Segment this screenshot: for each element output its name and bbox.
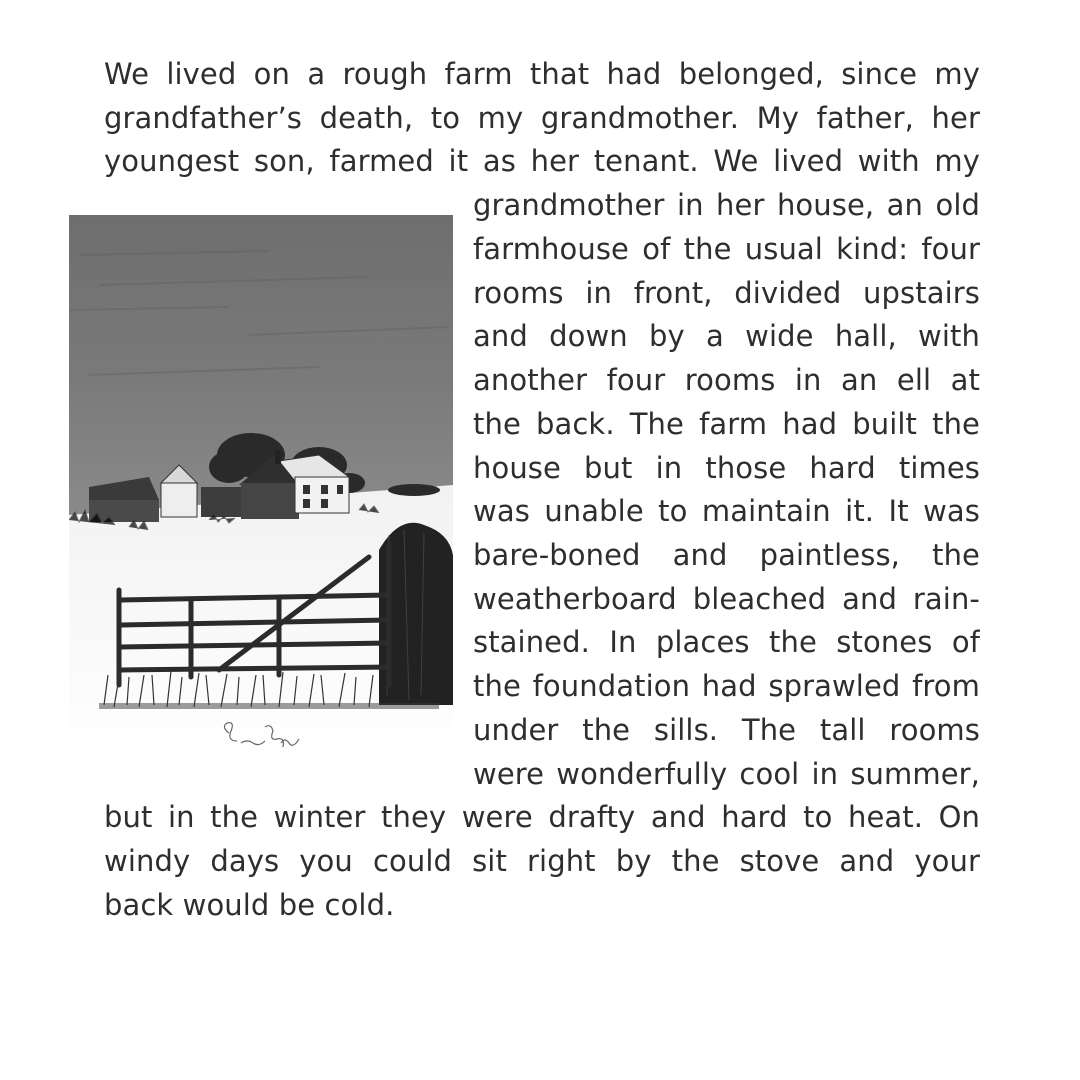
text-line-16: under the sills. The tall rooms <box>473 713 980 747</box>
text-line-20: back would be cold. <box>104 888 395 922</box>
text-line-15: the foundation had sprawled from <box>473 669 980 703</box>
text-line-13: weatherboard bleached and rain- <box>473 582 980 616</box>
text-line-14: stained. In places the stones of <box>473 625 980 659</box>
text-line-18: but in the winter they were drafty and hard to heat. On <box>104 800 980 834</box>
text-line-19: windy days you could sit right by the stove and your <box>104 844 980 878</box>
text-line-10: house but in those hard times <box>473 451 980 485</box>
text-line-7: and down by a wide hall, with <box>473 319 980 353</box>
farmhouse-sketch-illustration <box>69 215 453 760</box>
text-line-11: was unable to maintain it. It was <box>473 494 980 528</box>
text-line-8: another four rooms in an ell at <box>473 363 980 397</box>
text-line-2: grandfather’s death, to my grandmother. My father, her <box>104 101 980 135</box>
text-line-4: grandmother in her house, an old <box>473 188 980 222</box>
text-line-3: youngest son, farmed it as her tenant. We lived with my <box>104 144 980 178</box>
outbuilding <box>201 487 241 517</box>
text-line-9: the back. The farm had built the <box>473 407 980 441</box>
text-line-12: bare-boned and paintless, the <box>473 538 980 572</box>
text-line-17: were wonderfully cool in summer, <box>473 757 980 791</box>
text-line-5: farmhouse of the usual kind: four <box>473 232 980 266</box>
text-line-6: rooms in front, divided upstairs <box>473 276 980 310</box>
text-line-1: We lived on a rough farm that had belonged, since my <box>104 57 980 91</box>
